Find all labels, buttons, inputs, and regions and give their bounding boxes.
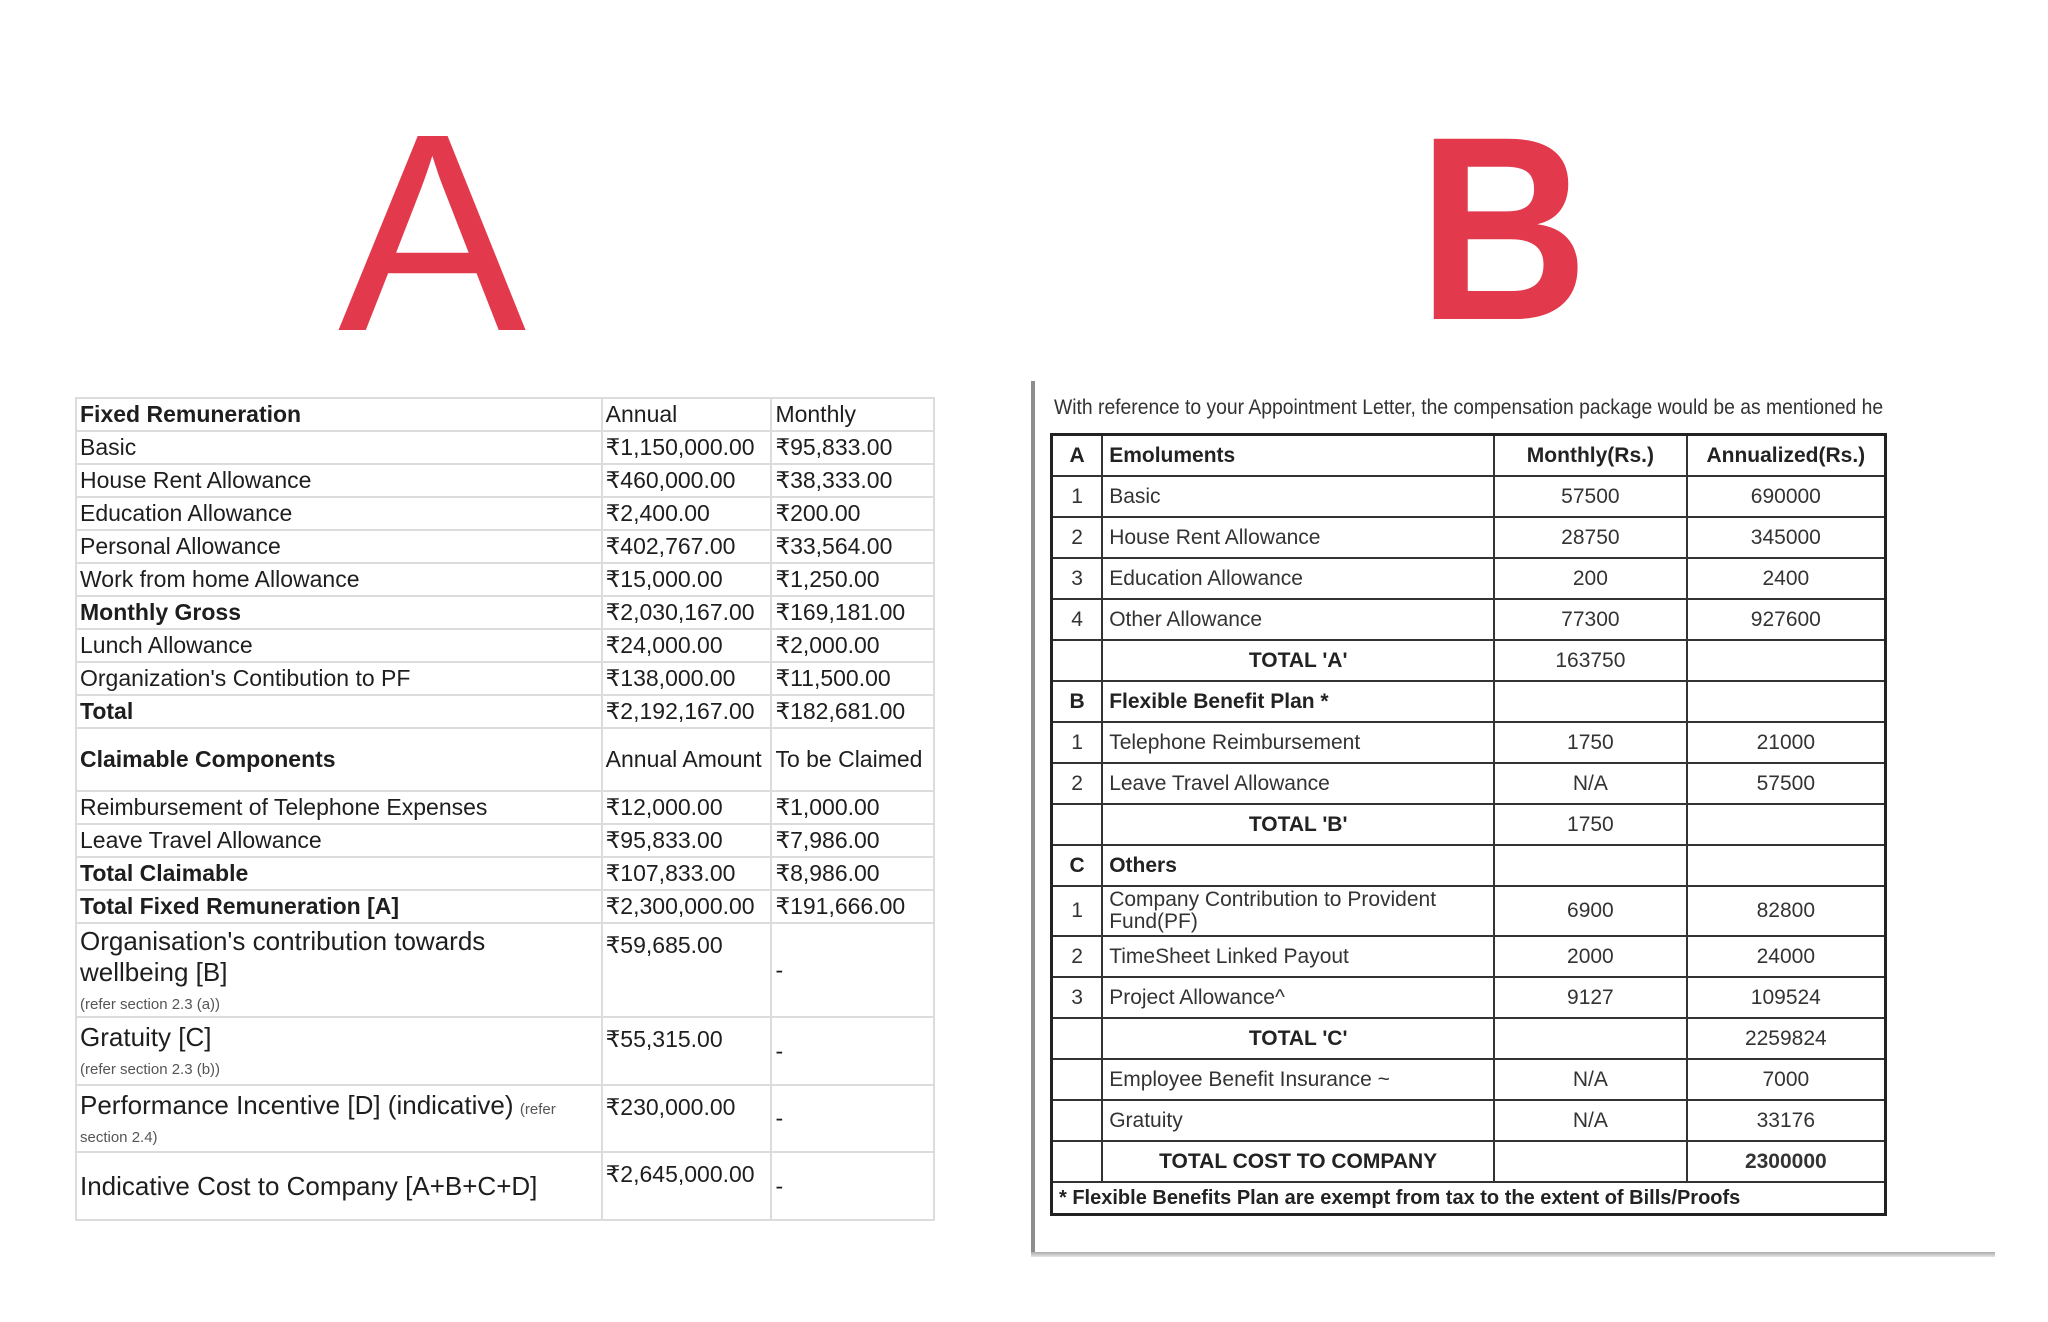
label-cell: Organization's Contibution to PF xyxy=(76,662,602,695)
annual-cell: 927600 xyxy=(1687,599,1886,640)
row-number: C xyxy=(1052,845,1103,886)
monthly-cell: N/A xyxy=(1494,1100,1687,1141)
amount-cell: ₹1,250.00 xyxy=(771,563,934,596)
table-row xyxy=(76,695,934,728)
extra-label: Organisation's contribution towards wellbeing [B] xyxy=(80,925,486,987)
amount-cell: ₹2,400.00 xyxy=(602,497,772,530)
table-row xyxy=(76,596,934,629)
header-cell: Emoluments xyxy=(1102,435,1494,477)
annual-cell xyxy=(1687,640,1886,681)
table-row xyxy=(1052,722,1886,763)
header-cell: To be Claimed xyxy=(771,728,934,791)
label-cell: Education Allowance xyxy=(1102,558,1494,599)
amount-cell: ₹138,000.00 xyxy=(602,662,772,695)
row-number: 2 xyxy=(1052,763,1103,804)
label-a: A xyxy=(338,75,527,390)
table-row xyxy=(76,497,934,530)
table-row xyxy=(1052,977,1886,1018)
annual-cell: 7000 xyxy=(1687,1059,1886,1100)
annual-cell: 2259824 xyxy=(1687,1018,1886,1059)
row-number: 1 xyxy=(1052,886,1103,936)
table-row xyxy=(76,563,934,596)
table-row xyxy=(1052,599,1886,640)
annual-cell: 690000 xyxy=(1687,476,1886,517)
monthly-cell: N/A xyxy=(1494,763,1687,804)
amount-cell: ₹33,564.00 xyxy=(771,530,934,563)
annual-cell: 2300000 xyxy=(1687,1141,1886,1182)
label-cell: House Rent Allowance xyxy=(76,464,602,497)
label-cell: Lunch Allowance xyxy=(76,629,602,662)
row-number xyxy=(1052,640,1103,681)
label-cell: Personal Allowance xyxy=(76,530,602,563)
amount-cell: ₹95,833.00 xyxy=(602,824,772,857)
table-row xyxy=(1052,435,1886,477)
amount-cell: - xyxy=(771,1152,934,1220)
table-row xyxy=(76,890,934,923)
label-cell: Flexible Benefit Plan * xyxy=(1102,681,1494,722)
label-cell xyxy=(76,1152,602,1220)
amount-cell: ₹460,000.00 xyxy=(602,464,772,497)
label-cell: Basic xyxy=(1102,476,1494,517)
amount-cell: ₹59,685.00 xyxy=(602,923,772,1017)
amount-cell: ₹2,192,167.00 xyxy=(602,695,772,728)
monthly-cell: 57500 xyxy=(1494,476,1687,517)
row-number: 3 xyxy=(1052,558,1103,599)
label-cell: Reimbursement of Telephone Expenses xyxy=(76,791,602,824)
row-number: 4 xyxy=(1052,599,1103,640)
table-row xyxy=(1052,763,1886,804)
row-number: 2 xyxy=(1052,517,1103,558)
monthly-cell: 1750 xyxy=(1494,804,1687,845)
label-cell: Leave Travel Allowance xyxy=(76,824,602,857)
row-number: 1 xyxy=(1052,476,1103,517)
panel-b-shadow xyxy=(1031,1252,1995,1257)
label-b: B xyxy=(1418,82,1589,375)
table-row xyxy=(1052,558,1886,599)
label-cell: TOTAL 'B' xyxy=(1102,804,1494,845)
label-cell: Total Claimable xyxy=(76,857,602,890)
label-cell: Others xyxy=(1102,845,1494,886)
header-cell: Claimable Components xyxy=(76,728,602,791)
amount-cell: ₹2,030,167.00 xyxy=(602,596,772,629)
label-cell: TOTAL 'A' xyxy=(1102,640,1494,681)
amount-cell: - xyxy=(771,1085,934,1152)
table-row xyxy=(1052,936,1886,977)
row-number xyxy=(1052,1141,1103,1182)
row-number xyxy=(1052,1059,1103,1100)
annual-cell: 82800 xyxy=(1687,886,1886,936)
monthly-cell: 9127 xyxy=(1494,977,1687,1018)
extra-label: Indicative Cost to Company [A+B+C+D] xyxy=(80,1170,538,1201)
table-row xyxy=(76,791,934,824)
label-cell: TimeSheet Linked Payout xyxy=(1102,936,1494,977)
extra-label: Performance Incentive [D] (indicative) xyxy=(80,1089,514,1120)
table-row xyxy=(1052,517,1886,558)
label-cell: Education Allowance xyxy=(76,497,602,530)
table-row xyxy=(76,857,934,890)
table-row xyxy=(1052,1141,1886,1182)
table-row xyxy=(1052,886,1886,936)
amount-cell: ₹107,833.00 xyxy=(602,857,772,890)
amount-cell: ₹11,500.00 xyxy=(771,662,934,695)
row-number: 1 xyxy=(1052,722,1103,763)
amount-cell: ₹200.00 xyxy=(771,497,934,530)
monthly-cell xyxy=(1494,1018,1687,1059)
amount-cell: ₹38,333.00 xyxy=(771,464,934,497)
table-row xyxy=(1052,1059,1886,1100)
amount-cell: ₹95,833.00 xyxy=(771,431,934,464)
amount-cell: ₹182,681.00 xyxy=(771,695,934,728)
table-row xyxy=(1052,1018,1886,1059)
amount-cell: ₹55,315.00 xyxy=(602,1017,772,1085)
label-cell: Total xyxy=(76,695,602,728)
table-row xyxy=(76,629,934,662)
label-cell: Total Fixed Remuneration [A] xyxy=(76,890,602,923)
amount-cell: ₹402,767.00 xyxy=(602,530,772,563)
table-row xyxy=(1052,476,1886,517)
amount-cell: ₹1,150,000.00 xyxy=(602,431,772,464)
amount-cell: - xyxy=(771,923,934,1017)
amount-cell: ₹24,000.00 xyxy=(602,629,772,662)
label-cell: Basic xyxy=(76,431,602,464)
label-cell: Leave Travel Allowance xyxy=(1102,763,1494,804)
label-cell xyxy=(76,1085,602,1152)
row-number xyxy=(1052,1100,1103,1141)
annual-cell xyxy=(1687,845,1886,886)
label-cell: Gratuity xyxy=(1102,1100,1494,1141)
table-row xyxy=(1052,1182,1886,1215)
amount-cell: ₹15,000.00 xyxy=(602,563,772,596)
monthly-cell: 200 xyxy=(1494,558,1687,599)
row-number xyxy=(1052,804,1103,845)
annual-cell: 109524 xyxy=(1687,977,1886,1018)
annual-cell xyxy=(1687,681,1886,722)
amount-cell: ₹191,666.00 xyxy=(771,890,934,923)
monthly-cell: 6900 xyxy=(1494,886,1687,936)
amount-cell: ₹2,645,000.00 xyxy=(602,1152,772,1220)
amount-cell: ₹1,000.00 xyxy=(771,791,934,824)
monthly-cell: 77300 xyxy=(1494,599,1687,640)
section-note: (refer section 2.4) xyxy=(80,1100,556,1146)
table-row xyxy=(76,398,934,431)
row-number: B xyxy=(1052,681,1103,722)
monthly-cell: 1750 xyxy=(1494,722,1687,763)
monthly-cell: N/A xyxy=(1494,1059,1687,1100)
annual-cell xyxy=(1687,804,1886,845)
label-cell: TOTAL COST TO COMPANY xyxy=(1102,1141,1494,1182)
amount-cell: ₹8,986.00 xyxy=(771,857,934,890)
table-row xyxy=(76,530,934,563)
table-row xyxy=(1052,640,1886,681)
annual-cell: 2400 xyxy=(1687,558,1886,599)
table-row xyxy=(76,923,934,1017)
table-row xyxy=(76,431,934,464)
header-cell: Annualized(Rs.) xyxy=(1687,435,1886,477)
section-note: (refer section 2.3 (b)) xyxy=(80,1061,221,1078)
intro-text: With reference to your Appointment Letter, the compensation package would be as mentioned he xyxy=(1054,396,1884,419)
header-cell: Annual xyxy=(602,398,772,431)
table-row xyxy=(1052,1100,1886,1141)
label-cell: Monthly Gross xyxy=(76,596,602,629)
amount-cell: ₹7,986.00 xyxy=(771,824,934,857)
header-cell: Annual Amount xyxy=(602,728,772,791)
header-cell: Monthly(Rs.) xyxy=(1494,435,1687,477)
section-letter: A xyxy=(1052,435,1103,477)
table-row xyxy=(76,464,934,497)
table-row xyxy=(76,728,934,791)
amount-cell: ₹230,000.00 xyxy=(602,1085,772,1152)
table-row xyxy=(76,824,934,857)
label-cell xyxy=(76,923,602,1017)
table-row xyxy=(1052,804,1886,845)
monthly-cell: 163750 xyxy=(1494,640,1687,681)
label-cell: Employee Benefit Insurance ~ xyxy=(1102,1059,1494,1100)
extra-label: Gratuity [C] xyxy=(80,1022,212,1052)
row-number: 3 xyxy=(1052,977,1103,1018)
monthly-cell xyxy=(1494,681,1687,722)
monthly-cell: 28750 xyxy=(1494,517,1687,558)
label-cell xyxy=(76,1017,602,1085)
section-note: (refer section 2.3 (a)) xyxy=(80,995,221,1013)
amount-cell: ₹2,300,000.00 xyxy=(602,890,772,923)
row-number xyxy=(1052,1018,1103,1059)
table-row xyxy=(76,1085,934,1152)
row-number: 2 xyxy=(1052,936,1103,977)
label-cell: Other Allowance xyxy=(1102,599,1494,640)
table-row xyxy=(76,662,934,695)
label-cell: Company Contribution to Provident Fund(PF) xyxy=(1102,886,1494,936)
compensation-table-a xyxy=(75,397,935,1221)
panel-b-edge xyxy=(1031,381,1035,1256)
table-row xyxy=(1052,845,1886,886)
annual-cell: 57500 xyxy=(1687,763,1886,804)
table-row xyxy=(76,1152,934,1220)
annual-cell: 24000 xyxy=(1687,936,1886,977)
table-row xyxy=(76,1017,934,1085)
amount-cell: ₹2,000.00 xyxy=(771,629,934,662)
amount-cell: ₹12,000.00 xyxy=(602,791,772,824)
label-cell: Telephone Reimbursement xyxy=(1102,722,1494,763)
label-cell: TOTAL 'C' xyxy=(1102,1018,1494,1059)
monthly-cell: 2000 xyxy=(1494,936,1687,977)
footnote: * Flexible Benefits Plan are exempt from tax to the extent of Bills/Proofs xyxy=(1052,1182,1886,1215)
monthly-cell xyxy=(1494,845,1687,886)
label-cell: Work from home Allowance xyxy=(76,563,602,596)
header-cell: Fixed Remuneration xyxy=(76,398,602,431)
annual-cell: 21000 xyxy=(1687,722,1886,763)
amount-cell: - xyxy=(771,1017,934,1085)
label-cell: Project Allowance^ xyxy=(1102,977,1494,1018)
header-cell: Monthly xyxy=(771,398,934,431)
table-row xyxy=(1052,681,1886,722)
annual-cell: 345000 xyxy=(1687,517,1886,558)
label-cell: House Rent Allowance xyxy=(1102,517,1494,558)
amount-cell: ₹169,181.00 xyxy=(771,596,934,629)
compensation-table-b xyxy=(1050,433,1887,1216)
monthly-cell xyxy=(1494,1141,1687,1182)
annual-cell: 33176 xyxy=(1687,1100,1886,1141)
